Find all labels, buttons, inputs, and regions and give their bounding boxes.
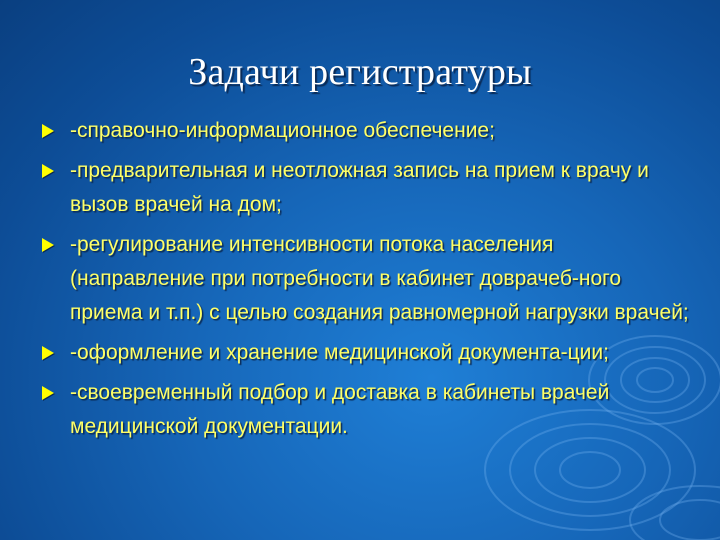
slide-title: Задачи регистратуры: [188, 51, 532, 93]
triangle-bullet-icon: [42, 164, 54, 178]
bullet-text: -справочно-информационное обеспечение;: [70, 119, 495, 142]
bullet-text: -оформление и хранение медицинской документа-ции;: [70, 341, 609, 364]
triangle-bullet-icon: [42, 346, 54, 360]
bullet-text: -предварительная и неотложная запись на прием к врачу и вызов врачей на дом;: [70, 159, 649, 216]
bullet-text: -своевременный подбор и доставка в кабинеты врачей медицинской документации.: [70, 381, 610, 438]
triangle-bullet-icon: [42, 386, 54, 400]
list-item: [40, 336, 690, 370]
list-item: [40, 228, 690, 330]
list-item: [40, 154, 690, 222]
list-item: [40, 376, 690, 444]
bullet-text: -регулирование интенсивности потока населения (направление при потребности в кабинет доврачеб-ного приема и т.п.) с целью создания равномерной нагрузки врачей;: [70, 233, 689, 324]
bullet-list: [40, 114, 690, 450]
triangle-bullet-icon: [42, 238, 54, 252]
list-item: [40, 114, 690, 148]
triangle-bullet-icon: [42, 124, 54, 138]
